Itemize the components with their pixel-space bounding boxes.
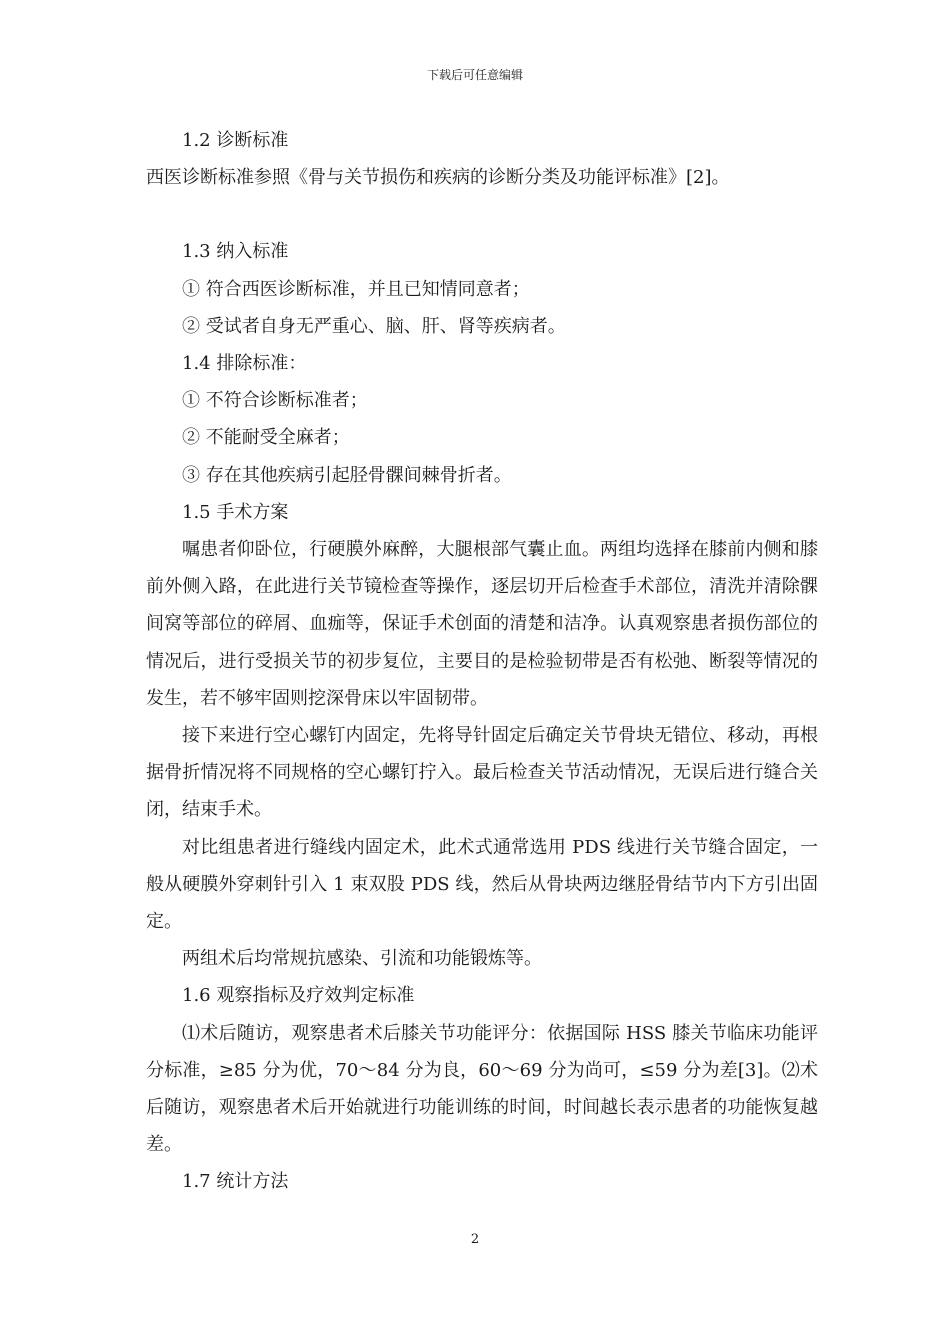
surgery-paragraph: 嘱患者仰卧位，行硬膜外麻醉，大腿根部气囊止血。两组均选择在膝前内侧和膝前外侧入路，在此进行关节镜检查等操作，逐层切开后检查手术部位，清洗并清除髁间窝等部位的碎屑、血痂等，保证手术创面的清楚和洁净。认真观察患者损伤部位的情况后，进行受损关节的初步复位，主要目的是检验韧带是否有松弛、断裂等情况的发生，若不够牢固则挖深骨床以牢固韧带。: [146, 539, 818, 709]
section-heading-1-2: 1.2 诊断标准: [182, 130, 289, 151]
diagnosis-criteria-text: 西医诊断标准参照《骨与关节损伤和疾病的诊断分类及功能评标准》[2]。: [146, 167, 730, 189]
section-heading-1-7: 1.7 统计方法: [182, 1171, 289, 1193]
section-heading-1-3: 1.3 纳入标准: [182, 241, 289, 263]
surgery-paragraph: 接下来进行空心螺钉内固定，先将导针固定后确定关节骨块无错位、移动，再根据骨折情况将不同规格的空心螺钉拧入。最后检查关节活动情况，无误后进行缝合关闭，结束手术。: [146, 725, 818, 821]
blank-line: [146, 196, 818, 233]
surgery-paragraph: 两组术后均常规抗感染、引流和功能锻炼等。: [182, 948, 542, 970]
surgery-paragraph: 对比组患者进行缝线内固定术，此术式通常选用 PDS 线进行关节缝合固定，一般从硬膜外穿刺针引入 1 束双股 PDS 线，然后从骨块两边继胫骨结节内下方引出固定。: [146, 836, 818, 933]
observation-paragraph: ⑴术后随访，观察患者术后膝关节功能评分：依据国际 HSS 膝关节临床功能评分标准，≥85 分为优，70～84 分为良，60～69 分为尚可，≤59 分为差[3]。⑵术后随访，观察患者术后开始就进行功能训练的时间，时间越长表示患者的功能恢复越差。: [146, 1022, 818, 1156]
exclusion-item: ② 不能耐受全麻者；: [182, 427, 350, 449]
document-body: [146, 122, 818, 1201]
section-heading-1-5: 1.5 手术方案: [182, 501, 289, 523]
page-header: 下载后可任意编辑: [426, 68, 523, 82]
exclusion-item: ① 不符合诊断标准者；: [182, 390, 368, 412]
exclusion-item: ③ 存在其他疾病引起胫骨髁间棘骨折者。: [182, 464, 512, 486]
page-number: 2: [470, 1232, 480, 1247]
inclusion-item: ② 受试者自身无严重心、脑、肝、肾等疾病者。: [182, 315, 566, 337]
section-heading-1-4: 1.4 排除标准：: [182, 353, 307, 375]
inclusion-item: ① 符合西医诊断标准，并且已知情同意者；: [182, 278, 530, 300]
section-heading-1-6: 1.6 观察指标及疗效判定标准: [182, 985, 415, 1007]
